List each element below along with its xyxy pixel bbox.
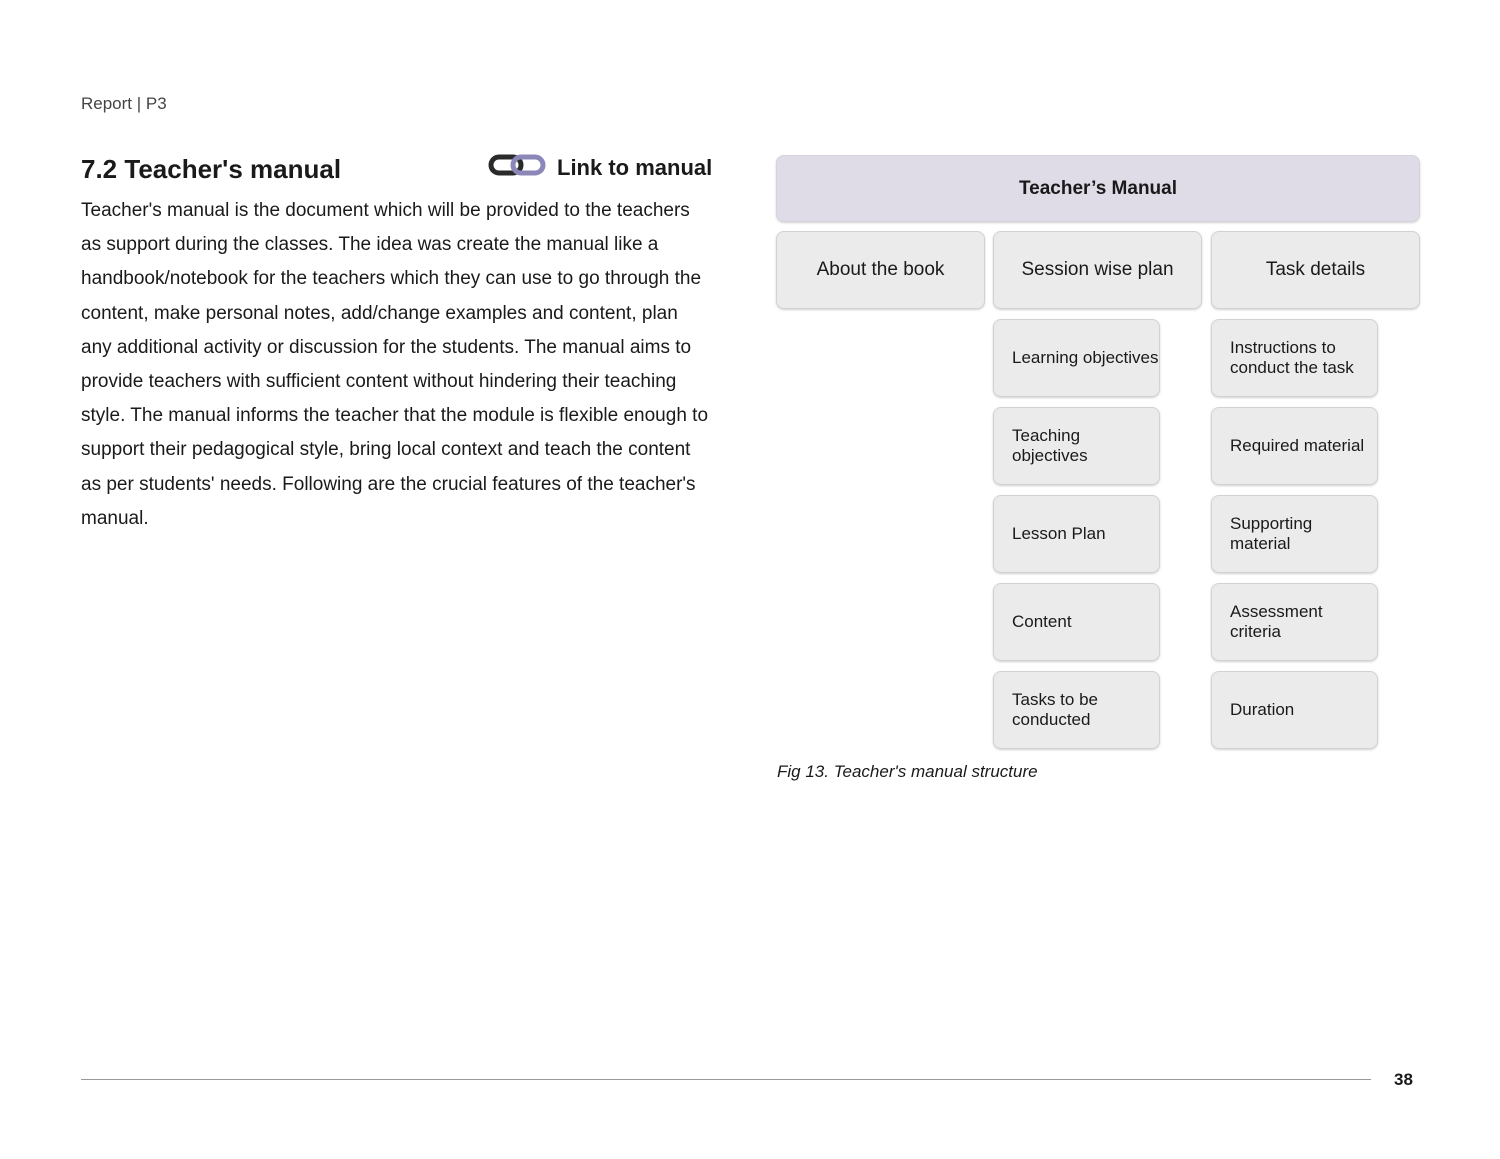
session-item: Tasks to be conducted: [993, 671, 1160, 749]
link-icon: [488, 152, 546, 183]
page-number: 38: [1394, 1070, 1413, 1089]
figure-caption: Fig 13. Teacher's manual structure: [777, 762, 1038, 781]
task-item: Instructions to conduct the task: [1211, 319, 1378, 397]
category-session-wise-plan: Session wise plan: [993, 231, 1202, 309]
task-item: Supporting material: [1211, 495, 1378, 573]
category-task-details: Task details: [1211, 231, 1420, 309]
diagram-root-box: Teacher’s Manual: [776, 155, 1420, 222]
session-item: Teaching objectives: [993, 407, 1160, 485]
link-label[interactable]: Link to manual: [557, 154, 713, 180]
task-item: Duration: [1211, 671, 1378, 749]
task-item: Assessment criteria: [1211, 583, 1378, 661]
category-about-the-book: About the book: [776, 231, 985, 309]
session-item: Content: [993, 583, 1160, 661]
task-item: Required material: [1211, 407, 1378, 485]
section-title: 7.2 Teacher's manual: [81, 154, 342, 184]
body-paragraph: Teacher's manual is the document which will be provided to the teachers as support during the classes. The idea was create the manual like a handbook/notebook for the teachers which they can use to go through the content, make personal notes, add/change examples and content, plan any additional activity or discussion for the students. The manual aims to provide teachers with sufficient content without hindering their teaching style. The manual informs the teacher that the module is flexible enough to support their pedagogical style, bring local context and teach the content as per students' needs. Following are the crucial features of the teacher's manual.: [81, 200, 709, 529]
link-to-manual[interactable]: [488, 152, 712, 183]
session-item: Learning objectives: [993, 319, 1160, 397]
report-header: Report | P3: [81, 94, 167, 113]
footer-divider: [81, 1079, 1371, 1080]
session-item: Lesson Plan: [993, 495, 1160, 573]
